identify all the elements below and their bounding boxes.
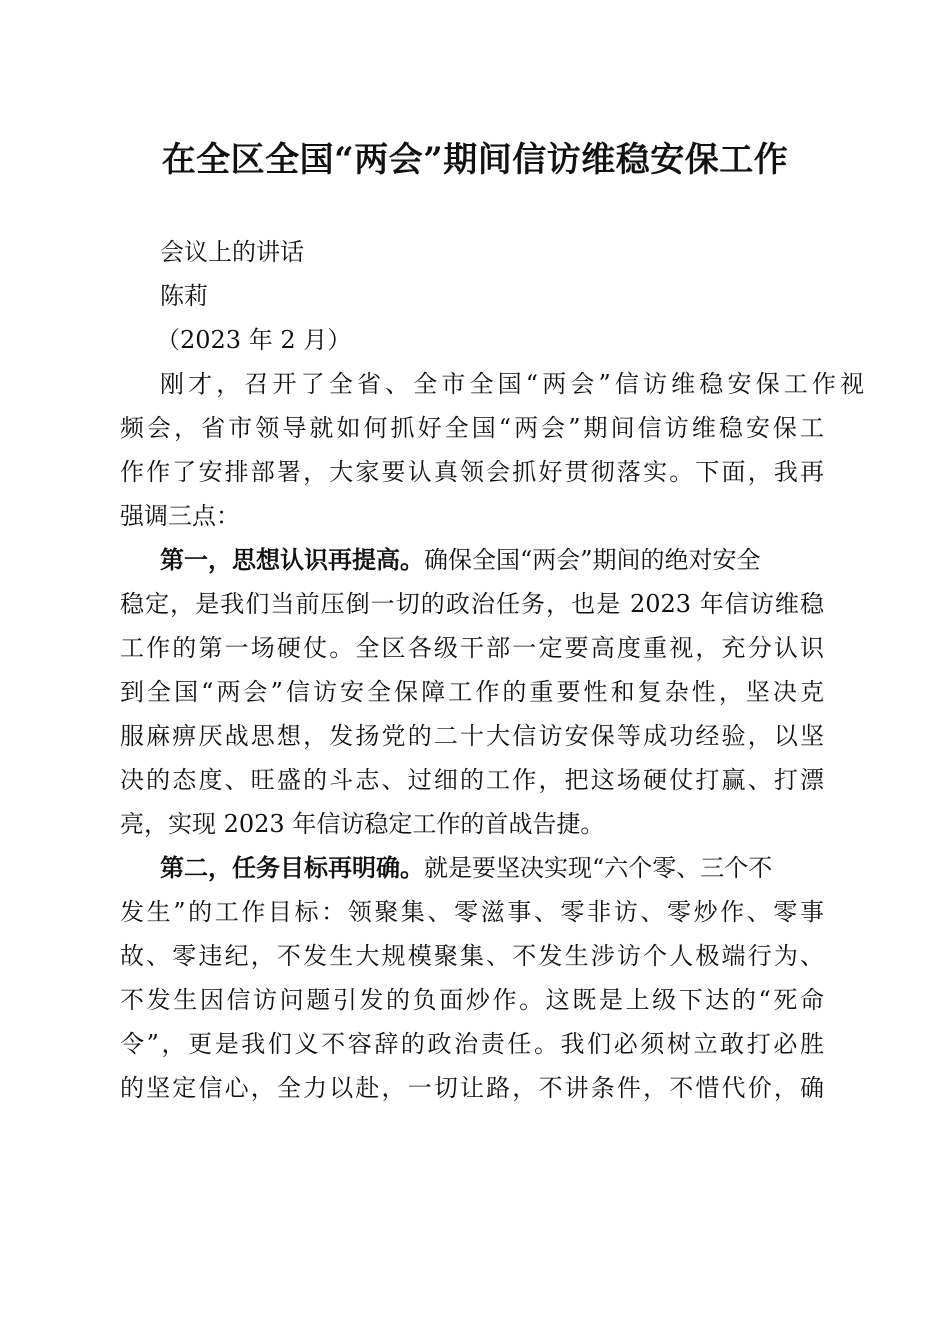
point1-line: 决的态度、旺盛的斗志、过细的工作，把这场硬仗打赢、打漂	[120, 766, 824, 794]
point2-line: 不发生因信访问题引发的负面炒作。这既是上级下达的“死命	[120, 986, 824, 1014]
intro-line: 作作了安排部署，大家要认真领会抓好贯彻落实。下面，我再	[120, 458, 824, 486]
point1-heading: 第一，思想认识再提高。	[160, 545, 424, 574]
point1-line: 服麻痹厌战思想，发扬党的二十大信访安保等成功经验，以坚	[120, 722, 824, 750]
point2-line: 令”，更是我们义不容辞的政治责任。我们必须树立敢打必胜	[120, 1030, 824, 1058]
point1-line: 稳定，是我们当前压倒一切的政治任务，也是 2023 年信访维稳	[120, 590, 824, 618]
intro-line: 刚才，召开了全省、全市全国“两会”信访维稳安保工作视	[160, 370, 864, 398]
point2-heading: 第二，任务目标再明确。	[160, 853, 424, 882]
document-author: 陈莉	[160, 282, 208, 310]
document-body	[120, 230, 864, 1110]
document-subtitle: 会议上的讲话	[160, 238, 304, 266]
point2-first-line	[120, 846, 824, 890]
point1-line: 工作的第一场硬仗。全区各级干部一定要高度重视，充分认识	[120, 634, 824, 662]
point2-line: 的坚定信心，全力以赴，一切让路，不讲条件，不惜代价，确	[120, 1074, 824, 1102]
intro-line: 强调三点：	[120, 502, 240, 530]
document-title: 在全区全国“两会”期间信访维稳安保工作	[161, 140, 789, 180]
point1-first-line-text: 确保全国“两会”期间的绝对安全	[424, 546, 761, 574]
point2-line: 发生”的工作目标：领聚集、零滋事、零非访、零炒作、零事	[120, 898, 824, 926]
document-date: （2023 年 2 月）	[156, 326, 352, 354]
point1-line: 到全国“两会”信访安全保障工作的重要性和复杂性，坚决克	[120, 678, 824, 706]
point1-first-line	[120, 538, 824, 582]
point2-line: 故、零违纪，不发生大规模聚集、不发生涉访个人极端行为、	[120, 942, 824, 970]
point1-line: 亮，实现 2023 年信访稳定工作的首战告捷。	[120, 810, 605, 838]
point2-first-line-text: 就是要坚决实现“六个零、三个不	[424, 854, 773, 882]
intro-line: 频会，省市领导就如何抓好全国“两会”期间信访维稳安保工	[120, 414, 824, 442]
